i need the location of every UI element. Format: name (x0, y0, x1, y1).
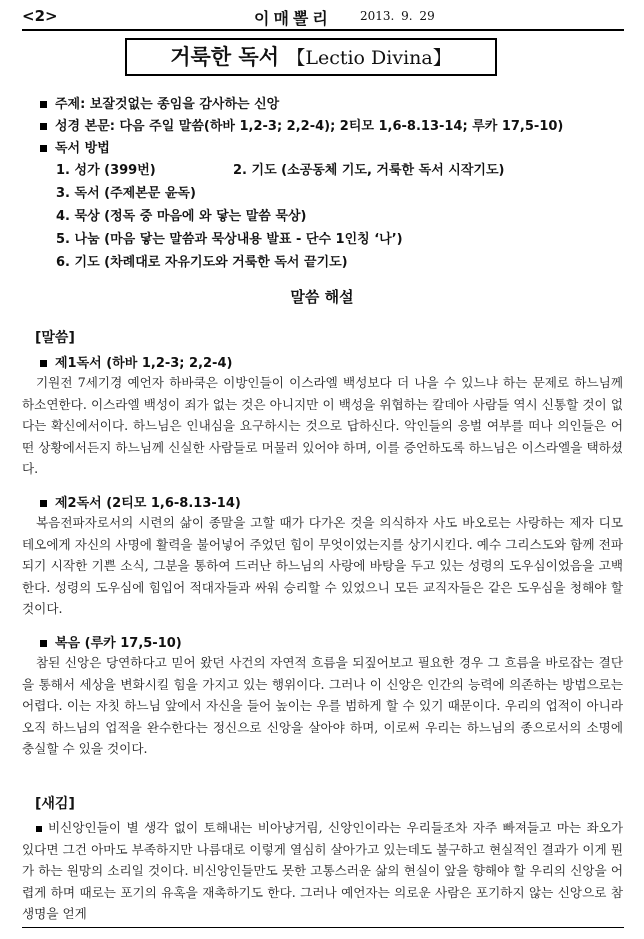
reading-heading: 제2독서 (2티모 1,6-8.13-14) (40, 492, 241, 511)
scripture-line (40, 115, 563, 134)
issue-date: 2013. 9. 29 (360, 9, 435, 23)
square-bullet-icon (40, 123, 47, 130)
header-rule (22, 29, 624, 31)
title-box (125, 38, 497, 76)
theme-text: : 보잘것없는 종임을 감사하는 신앙 (80, 97, 280, 112)
square-bullet-icon (40, 360, 47, 367)
reading-body: 복음전파자로서의 시련의 삶이 종말을 고할 때가 다가온 것을 의식하자 사도 바오로는 사랑하는 제자 디모테오에게 자신의 사명에 활력을 불어넣어 주었던 힘이 무엇이었는지를 상기시킨다. 예수 그리스도와 함께 전파되기 시작한 기쁜 소식, 그분을 통하여 드러난 하느님의 사랑에 바탕을 두고 있는 성령의 도우심이었음을 고백한다. 성령의 도우심에 힘입어 적대자들과 싸워 승리할 수 있었으니 모든 교직자들은 같은 도우심을 청해야 할 것이다. (22, 515, 623, 616)
reading-body: 기원전 7세기경 예언자 하바쿡은 이방인들이 이스라엘 백성보다 더 나을 수 있느냐 하는 문제로 하느님께 하소연한다. 이스라엘 백성이 죄가 없는 것은 아니지만 이 백성을 위협하는 칼데아 사람들 역시 신통할 것이 없다는 확신에서이다. 하느님은 인내심을 요구하시는 것으로 답하신다. 악인들의 응벌 여부를 떠나 의인들은 어떤 상황에서든지 하느님께 신실한 사람들로 머물러 있어야 하며, 이를 증언하도록 하느님은 이스라엘을 택하셨다. (22, 375, 623, 476)
newsletter-title: 이매뽈리 (254, 9, 332, 28)
method-step: 6. 기도 (차례대로 자유기도와 거룩한 독서 끝기도) (56, 255, 348, 270)
scripture-label: 성경 본문 (55, 119, 110, 134)
theme-line (40, 93, 279, 112)
square-bullet-icon (40, 145, 47, 152)
page-header (22, 6, 624, 28)
method-label: 독서 방법 (55, 141, 110, 156)
footer-rule (22, 927, 624, 928)
title-latin: 【Lectio Divina】 (286, 47, 452, 69)
square-bullet-icon (40, 101, 47, 108)
method-step: 4. 묵상 (정독 중 마음에 와 닿는 말씀 묵상) (56, 209, 307, 224)
title-korean: 거룩한 독서 (170, 45, 280, 69)
reflection-body: 비신앙인들이 별 생각 없이 토해내는 비아냥거림, 신앙인이라는 우리들조차 자주 빠져들고 마는 좌오가 있다면 그건 아마도 부족하지만 나름대로 이렇게 열심히 살아가고 있는데도 불구하고 현실적인 결과가 이게 뭔가 하는 원망의 소리일 것이다. 비신앙인들만도 못한 고통스러운 삶의 현실이 앞을 향해야 할 우리의 신앙을 어렵게 하며 때로는 포기의 유혹을 재촉하기도 한다. 그러나 예언자는 의로운 사람은 포기하지 않는 신앙으로 참 생명을 얻게 (22, 820, 623, 921)
reading-body: 참된 신앙은 당연하다고 믿어 왔던 사건의 자연적 흐름을 되짚어보고 필요한 경우 그 흐름을 바로잡는 결단을 통해서 세상을 변화시킬 힘을 가지고 있는 행위이다. 그러나 이 신앙은 인간의 능력에 의존하는 방법으로는 어렵다. 이는 자칫 하느님 앞에서 자신을 들어 높이는 우를 범하게 할 수 있기 때문이다. 우리의 업적이 아니라 오직 하느님의 업적을 완수한다는 정신으로 신앙을 살아야 하며, 이로써 우리는 하느님의 종으로서의 소명에 충실할 수 있을 것이다. (22, 655, 623, 756)
theme-label: 주제 (55, 97, 81, 112)
reading-heading: 제1독서 (하바 1,2-3; 2,2-4) (40, 352, 232, 371)
word-section-label: [말씀] (35, 330, 75, 346)
method-step: 3. 독서 (주제본문 윤독) (56, 186, 196, 201)
method-step: 2. 기도 (소공동체 기도, 거룩한 독서 시작기도) (233, 163, 505, 178)
method-line (40, 137, 110, 156)
scripture-text: : 다음 주일 말씀(하바 1,2-3; 2,2-4); 2티모 1,6-8.13-14; 루카 17,5-10) (109, 119, 564, 134)
reflection-section-label: [새김] (35, 796, 75, 812)
method-step: 1. 성가 (399번) (56, 163, 156, 178)
commentary-title: 말씀 해설 (290, 288, 354, 306)
square-bullet-icon (36, 826, 42, 832)
method-step: 5. 나눔 (마음 닿는 말씀과 묵상내용 발표 - 단수 1인칭 ‘나’) (56, 232, 403, 247)
square-bullet-icon (40, 640, 47, 647)
reading-heading: 복음 (루카 17,5-10) (40, 632, 182, 651)
square-bullet-icon (40, 500, 47, 507)
page-number: <2> (22, 7, 58, 25)
